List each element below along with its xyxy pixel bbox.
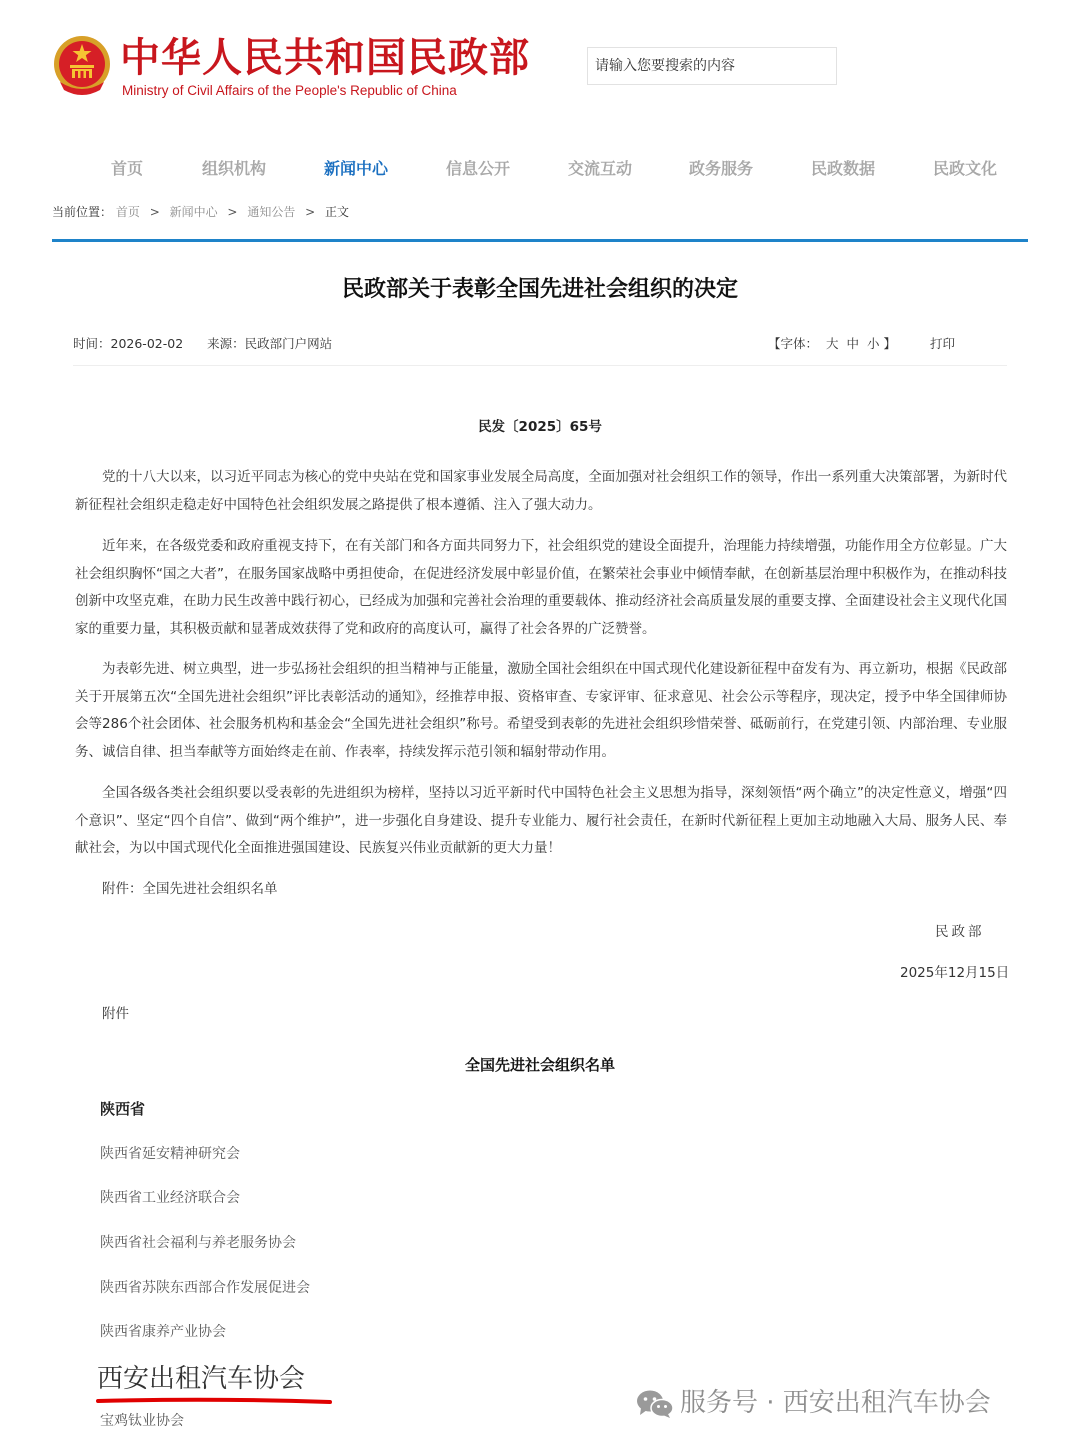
watermark <box>636 1382 991 1419</box>
font-size-large[interactable]: 大 <box>826 336 839 351</box>
nav-item-interaction[interactable]: 交流互动 <box>567 159 632 178</box>
meta-divider <box>73 365 1007 366</box>
search-box[interactable] <box>587 47 837 85</box>
nav-item-info-disclosure[interactable]: 信息公开 <box>445 159 510 178</box>
list-item: 陕西省工业经济联合会 <box>100 1190 240 1206</box>
article-title: 民政部关于表彰全国先进社会组织的决定 <box>341 277 738 302</box>
breadcrumb-current: 正文 <box>325 205 350 219</box>
nav-item-culture[interactable]: 民政文化 <box>932 159 997 178</box>
signer: 民政部 <box>935 924 985 940</box>
breadcrumb-label: 当前位置： <box>52 205 113 219</box>
document-number: 民发〔2025〕65号 <box>478 419 602 435</box>
nav-item-news-center[interactable]: 新闻中心 <box>323 159 388 178</box>
publish-time: 时间：2026-02-02 <box>73 336 184 351</box>
breadcrumb-news-center[interactable]: 新闻中心 <box>169 205 218 219</box>
article-meta <box>73 334 332 352</box>
article-paragraph: 全国各级各类社会组织要以受表彰的先进组织为榜样，坚持以习近平新时代中国特色社会主义思想为指导，深刻领悟“两个确立”的决定性意义，增强“四个意识”、坚定“四个自信”、做到“两个维护”，进一步强化自身建设、提升专业能力、履行社会责任，在新时代新征程上更加主动地融入大局、服务人民、奉献社会，为以中国式现代化全面推进强国建设、民族复兴伟业贡献新的更大力量！ <box>75 785 1007 856</box>
list-item: 宝鸡钛业协会 <box>100 1413 184 1429</box>
red-underline-mark <box>96 1397 332 1406</box>
breadcrumb-separator: > <box>227 205 238 219</box>
font-size-label: 【字体： <box>768 336 819 351</box>
list-title: 全国先进社会组织名单 <box>464 1056 615 1074</box>
nav-item-data[interactable]: 民政数据 <box>810 159 875 178</box>
article-paragraph: 党的十八大以来，以习近平同志为核心的党中央站在党和国家事业发展全局高度，全面加强对社会组织工作的领导，作出一系列重大决策部署，为新时代新征程社会组织走稳走好中国特色社会组织发展之路提供了根本遵循、注入了强大动力。 <box>75 469 1007 513</box>
main-nav <box>66 156 1026 182</box>
wechat-icon <box>636 1389 674 1419</box>
font-size-close: 】 <box>883 336 897 351</box>
font-size-medium[interactable]: 中 <box>846 336 860 351</box>
watermark-text: 服务号 · 西安出租汽车协会 <box>680 1388 991 1418</box>
list-item: 陕西省苏陕东西部合作发展促进会 <box>100 1280 310 1296</box>
breadcrumb-home[interactable]: 首页 <box>115 205 140 219</box>
search-input[interactable] <box>588 48 836 84</box>
highlighted-org: 西安出租汽车协会 <box>97 1364 306 1394</box>
breadcrumb <box>52 203 349 220</box>
list-item: 陕西省康养产业协会 <box>100 1324 226 1340</box>
article-source: 来源：民政部门户网站 <box>207 336 333 351</box>
attachment-line: 附件：全国先进社会组织名单 <box>102 881 278 897</box>
list-item: 陕西省社会福利与养老服务协会 <box>100 1235 296 1251</box>
print-link[interactable]: 打印 <box>930 336 956 351</box>
province-heading: 陕西省 <box>100 1100 146 1118</box>
font-size-small[interactable]: 小 <box>867 336 880 351</box>
breadcrumb-separator: > <box>305 205 316 219</box>
site-subtitle: Ministry of Civil Affairs of the People's Republic of China <box>122 83 457 98</box>
article-paragraph: 近年来，在各级党委和政府重视支持下，在有关部门和各方面共同努力下，社会组织党的建设全面提升，治理能力持续增强，功能作用全方位彰显。广大社会组织胸怀“国之大者”，在服务国家战略中勇担使命，在促进经济发展中彰显价值，在繁荣社会事业中倾情奉献，在创新基层治理中积极作为，在推动科技创新中攻坚克难，在助力民生改善中践行初心，已经成为加强和完善社会治理的重要载体、推动经济社会高质量发展的重要支撑、全面建设社会主义现代化国家的重要力量，其积极贡献和显著成效获得了党和政府的高度认可，赢得了社会各界的广泛赞誉。 <box>75 538 1007 637</box>
nav-item-gov-services[interactable]: 政务服务 <box>688 159 753 178</box>
nav-item-home[interactable]: 首页 <box>110 159 143 178</box>
article-paragraph: 为表彰先进、树立典型，进一步弘扬社会组织的担当精神与正能量，激励全国社会组织在中国式现代化建设新征程中奋发有为、再立新功，根据《民政部关于开展第五次“全国先进社会组织”评比表彰活动的通知》，经推荐申报、资格审查、专家评审、征求意见、社会公示等程序，现决定，授予中华全国律师协会等286个社会团体、社会服务机构和基金会“全国先进社会组织”称号。希望受到表彰的先进社会组织珍惜荣誉、砥砺前行，在党建引领、内部治理、专业服务、诚信自律、担当奉献等方面始终走在前、作表率，持续发挥示范引领和辐射带动作用。 <box>75 661 1007 760</box>
site-emblem <box>52 34 112 98</box>
sign-date: 2025年12月15日 <box>900 965 1010 981</box>
breadcrumb-separator: > <box>149 205 160 219</box>
list-item: 陕西省延安精神研究会 <box>100 1146 240 1162</box>
site-title: 中华人民共和国民政部 <box>120 35 530 81</box>
attachment-heading: 附件 <box>102 1006 129 1022</box>
breadcrumb-notices[interactable]: 通知公告 <box>247 205 296 219</box>
article-tools <box>768 334 955 352</box>
header-divider <box>52 239 1028 242</box>
nav-item-organization[interactable]: 组织机构 <box>201 159 266 178</box>
